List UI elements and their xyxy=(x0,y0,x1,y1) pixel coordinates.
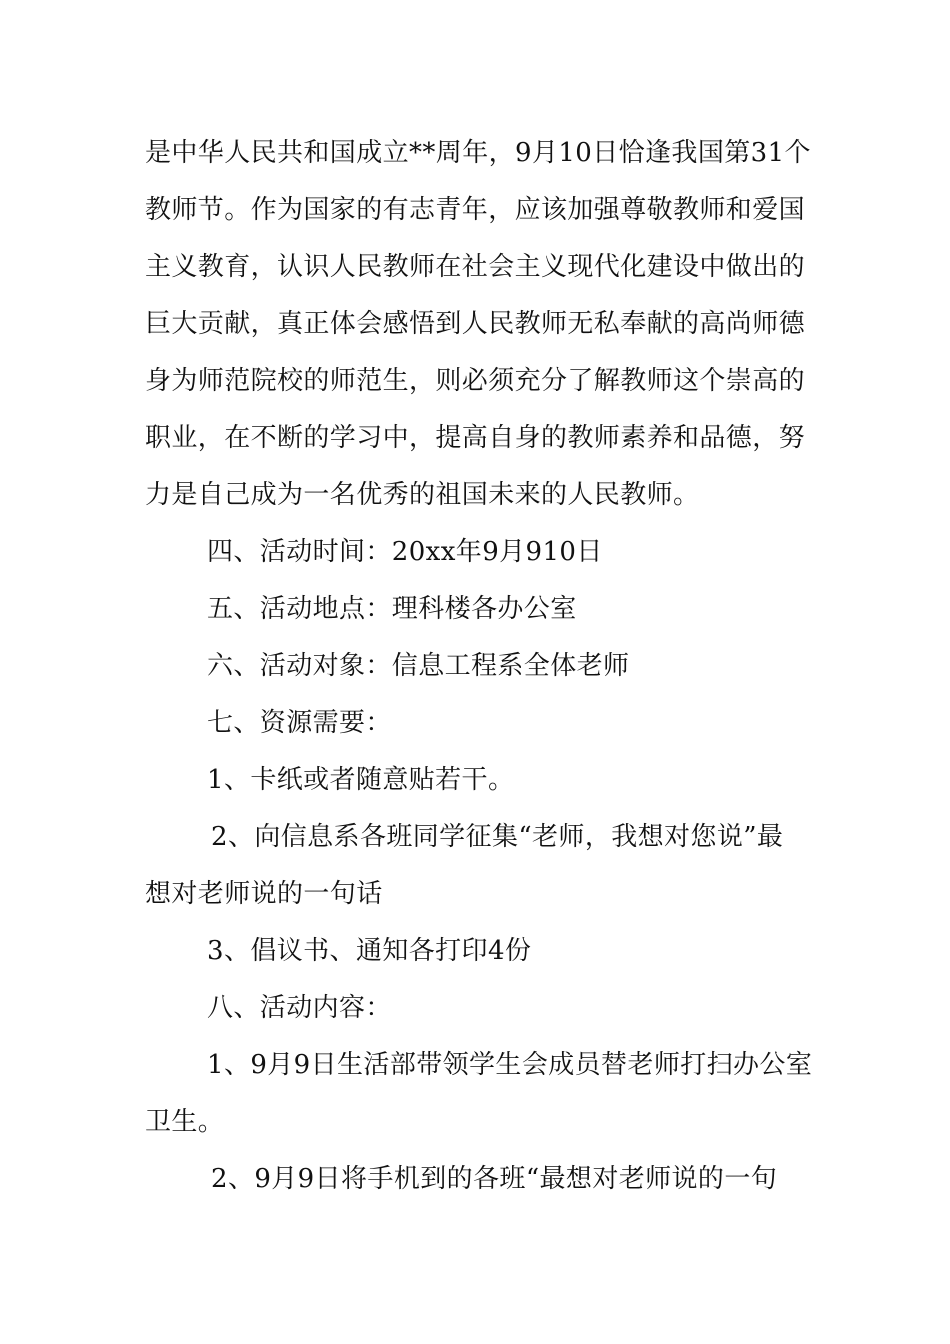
content-item-2: 2、9月9日将手机到的各班“最想对老师说的一句 xyxy=(211,1164,778,1194)
paragraph-line: 职业，在不断的学习中，提高自身的教师素养和品德，努 xyxy=(145,423,806,453)
resource-item-3: 3、倡议书、通知各打印4份 xyxy=(207,936,532,966)
paragraph-line: 主义教育，认识人民教师在社会主义现代化建设中做出的 xyxy=(145,252,806,282)
resource-item-2-continuation: 想对老师说的一句话 xyxy=(145,879,383,909)
paragraph-line: 教师节。作为国家的有志青年，应该加强尊敬教师和爱国 xyxy=(145,195,806,225)
resource-item-1: 1、卡纸或者随意贴若干。 xyxy=(207,765,515,795)
section-resources-heading: 七、资源需要： xyxy=(207,708,392,738)
content-item-1: 1、9月9日生活部带领学生会成员替老师打扫办公室 xyxy=(207,1050,813,1080)
paragraph-line: 巨大贡献，真正体会感悟到人民教师无私奉献的高尚师德 xyxy=(145,309,806,339)
resource-item-2: 2、向信息系各班同学征集“老师，我想对您说”最 xyxy=(211,822,784,852)
section-activity-location: 五、活动地点：理科楼各办公室 xyxy=(207,594,577,624)
section-content-heading: 八、活动内容： xyxy=(207,993,392,1023)
paragraph-line: 是中华人民共和国成立**周年，9月10日恰逢我国第31个 xyxy=(145,138,811,168)
paragraph-line: 力是自己成为一名优秀的祖国未来的人民教师。 xyxy=(145,480,700,510)
content-item-1-continuation: 卫生。 xyxy=(145,1107,225,1137)
section-activity-time: 四、活动时间：20xx年9月910日 xyxy=(207,537,603,567)
paragraph-line: 身为师范院校的师范生，则必须充分了解教师这个崇高的 xyxy=(145,366,806,396)
section-activity-target: 六、活动对象：信息工程系全体老师 xyxy=(207,651,630,681)
